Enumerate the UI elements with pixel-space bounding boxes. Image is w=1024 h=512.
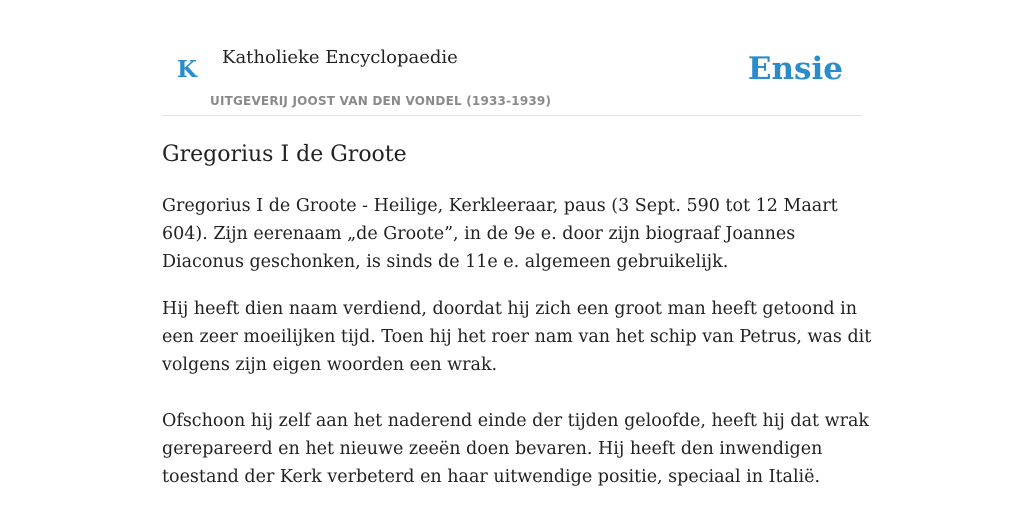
article-title: Gregorius I de Groote bbox=[162, 142, 407, 167]
encyclopedia-title-link[interactable]: Katholieke Encyclopaedie bbox=[222, 47, 458, 68]
site-header bbox=[162, 40, 862, 116]
article-paragraph: Ofschoon hij zelf aan het naderend einde der tijden geloofde, heeft hij dat wrak gerepareerd en het nieuwe zeeën doen bevaren. Hij heeft den inwendigen toestand der Kerk verbeterd en haar uitwendige positie, speciaal in Italië. bbox=[162, 411, 869, 487]
publisher-label: UITGEVERIJ JOOST VAN DEN VONDEL (1933-1939) bbox=[210, 94, 552, 108]
encyclopedia-logo[interactable]: K bbox=[177, 56, 197, 83]
ensie-brand-link[interactable]: Ensie bbox=[747, 51, 843, 87]
article bbox=[162, 140, 882, 491]
article-paragraph: Gregorius I de Groote - Heilige, Kerkleeraar, paus (3 Sept. 590 tot 12 Maart 604). Zijn eerenaam „de Groote”, in de 9e e. door zijn biograaf Joannes Diaconus geschonken, is sinds de 11e e. algemeen gebruikelijk. bbox=[162, 196, 838, 272]
article-paragraph: Hij heeft dien naam verdiend, doordat hij zich een groot man heeft getoond in een zeer moeilijken tijd. Toen hij het roer nam van het schip van Petrus, was dit volgens zijn eigen woorden een wrak. bbox=[162, 299, 872, 375]
